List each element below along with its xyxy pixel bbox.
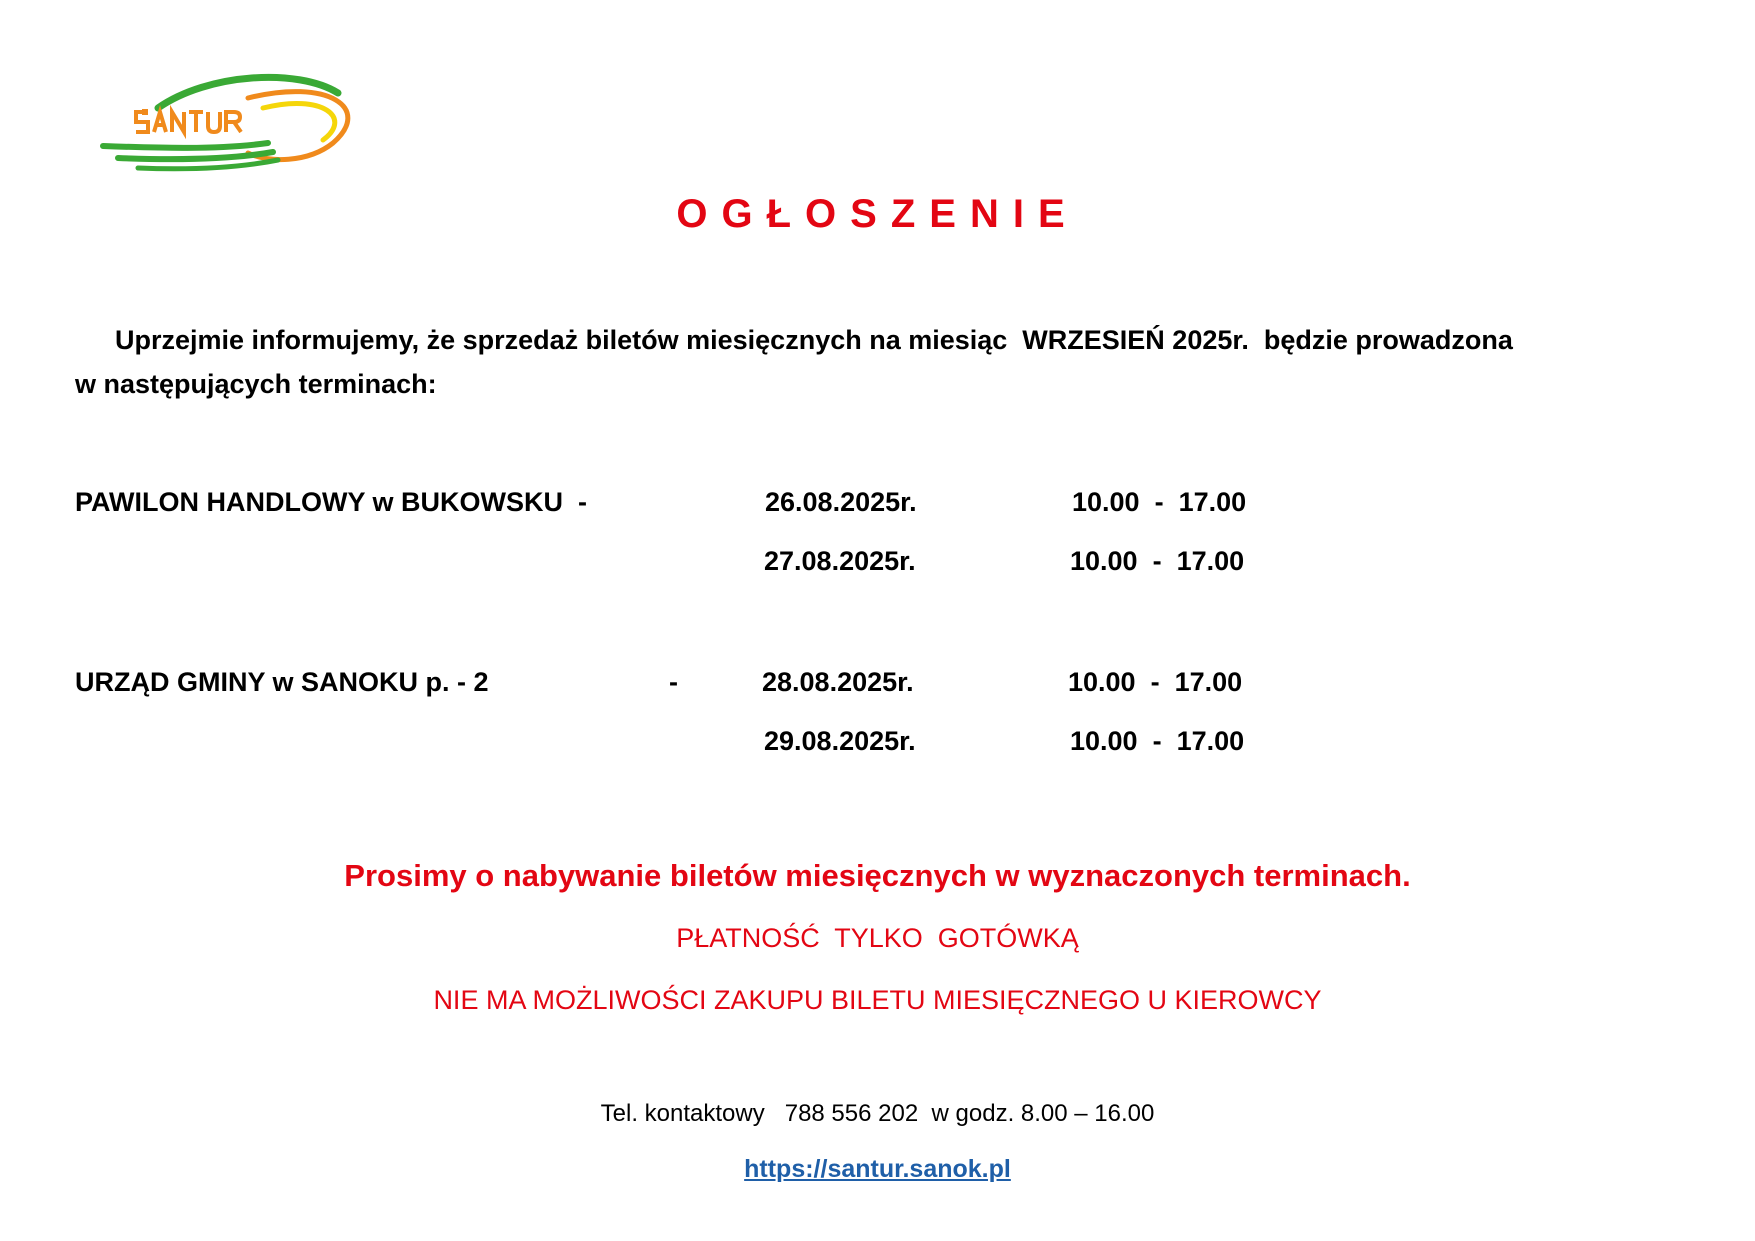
intro-line-2: w następujących terminach: [75, 369, 437, 399]
intro-line-1: Uprzejmie informujemy, że sprzedaż biletów miesięcznych na miesiąc WRZESIEŃ 2025r. będzie prowadzona [115, 325, 1513, 355]
date-1: 26.08.2025r. [765, 487, 917, 517]
page-title: OGŁOSZENIE [676, 192, 1079, 236]
request-notice: Prosimy o nabywanie biletów miesięcznych w wyznaczonych terminach. [344, 858, 1411, 893]
location-bukowsko: PAWILON HANDLOWY w BUKOWSKU - [75, 487, 587, 517]
no-driver-notice: NIE MA MOŻLIWOŚCI ZAKUPU BILETU MIESIĘCZNEGO U KIEROWCY [433, 985, 1322, 1015]
website-link[interactable]: https://santur.sanok.pl [744, 1155, 1011, 1183]
santur-logo-graphic [98, 68, 368, 178]
intro-paragraph [75, 318, 1635, 406]
location-dash: - [669, 667, 678, 697]
payment-notice: PŁATNOŚĆ TYLKO GOTÓWKĄ [676, 923, 1079, 953]
santur-wordmark [136, 110, 241, 132]
contact-phone: Tel. kontaktowy 788 556 202 w godz. 8.00 – 16.00 [600, 1100, 1155, 1127]
date-2: 27.08.2025r. [764, 546, 916, 576]
time-2: 10.00 - 17.00 [1070, 546, 1245, 576]
location-sanok: URZĄD GMINY w SANOKU p. - 2 [75, 667, 489, 697]
time-4: 10.00 - 17.00 [1070, 726, 1245, 756]
date-3: 28.08.2025r. [762, 667, 914, 697]
date-4: 29.08.2025r. [764, 726, 916, 756]
time-1: 10.00 - 17.00 [1072, 487, 1247, 517]
website-link-wrapper [0, 1155, 1755, 1184]
santur-logo [98, 68, 368, 178]
time-3: 10.00 - 17.00 [1068, 667, 1243, 697]
